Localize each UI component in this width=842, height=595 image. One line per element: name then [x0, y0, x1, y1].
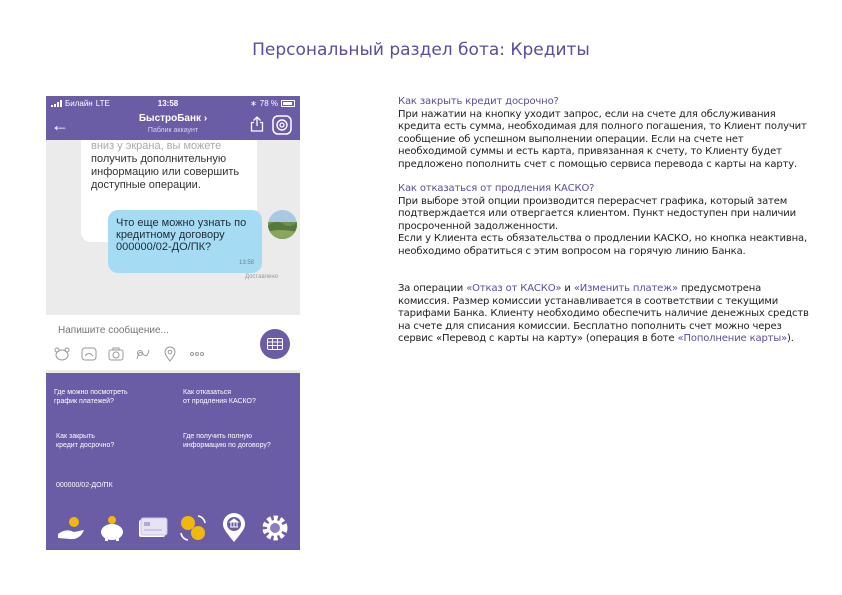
bluetooth-icon: ∗	[250, 98, 257, 108]
commission-text: ).	[787, 333, 794, 344]
bot-keyboard	[46, 373, 300, 550]
bot-keyboard-button[interactable]	[260, 329, 290, 359]
chat-area	[46, 140, 300, 315]
keyboard-button-contract-number[interactable]: 000000/02-ДО/ПК	[56, 482, 113, 489]
more-icon[interactable]	[189, 346, 205, 362]
answer-kasko: При выборе этой опции производится перерасчет графика, который затем подтверждается или отвергается клиентом. Пункт недоступен при наличии просроченной задолженности.	[398, 195, 797, 232]
outgoing-message-line: 000000/02-ДО/ПК?	[116, 241, 212, 253]
keyboard-button-contract-info[interactable]: Где получить полную информацию по договору?	[183, 433, 271, 449]
keyboard-button-close-credit[interactable]: Как закрыть кредит досрочно?	[56, 433, 115, 449]
operation-card-topup: «Пополнение карты»	[677, 333, 788, 344]
incoming-message-text: получить дополнительную информацию или совершить доступные операции.	[91, 153, 240, 191]
commission-text: предусмотрена комиссия. Размер комиссии устанавливается в соответствии с текущими тарифами Банка. Клиенту необходимо обеспечить наличие денежных средств на счете для списания комиссии. Бесплатно пополнить счет можно через сервис «Перевод с карты на карту» (операция в боте	[398, 283, 809, 344]
status-bar	[46, 96, 300, 110]
question-close-credit: Как закрыть кредит досрочно?	[398, 96, 559, 107]
keyboard-button-kasko[interactable]: Как отказаться от продления КАСКО?	[183, 389, 256, 405]
outgoing-message	[108, 210, 262, 273]
viber-icon[interactable]	[272, 115, 292, 135]
exchange-coins-icon[interactable]	[176, 512, 210, 544]
message-composer	[46, 315, 300, 370]
hand-coin-icon[interactable]	[54, 512, 88, 544]
answer-kasko-note: Если у Клиента есть обязательства о продлении КАСКО, но кнопка неактивна, необходимо обратиться с этим вопросом на горячую линию Банка.	[398, 233, 807, 257]
share-icon[interactable]	[250, 116, 264, 132]
keyboard-icon	[267, 338, 283, 350]
battery-icon	[281, 100, 295, 107]
outgoing-message-line: Что еще можно узнать по	[116, 217, 247, 229]
commission-text: За операции	[398, 283, 467, 294]
gif-icon[interactable]	[81, 346, 97, 362]
bank-location-icon[interactable]	[217, 512, 251, 544]
doodle-icon[interactable]	[135, 346, 151, 362]
outgoing-message-line: кредитному договору	[116, 229, 225, 241]
page-title: Персональный раздел бота: Кредиты	[252, 40, 590, 60]
phone-screenshot	[46, 96, 300, 550]
operation-change-payment: «Изменить платеж»	[573, 283, 678, 294]
bot-name[interactable]: БыстроБанк ›	[138, 113, 208, 124]
card-icon[interactable]	[136, 512, 170, 544]
signal-icon	[51, 100, 62, 107]
outgoing-message-time: 13:58	[238, 260, 254, 266]
description-text	[398, 96, 810, 346]
camera-icon[interactable]	[108, 346, 124, 362]
bot-subtitle: Паблик аккаунт	[147, 127, 199, 134]
settings-gear-icon[interactable]	[258, 512, 292, 544]
composer-toolbar	[54, 345, 244, 363]
piggy-bank-icon[interactable]	[95, 512, 129, 544]
question-kasko: Как отказаться от продления КАСКО?	[398, 183, 595, 194]
commission-text: и	[561, 283, 574, 294]
back-arrow-icon[interactable]: ←	[51, 115, 69, 135]
keyboard-button-schedule[interactable]: Где можно посмотреть график платежей?	[54, 389, 128, 405]
operation-kasko-refusal: «Отказ от КАСКО»	[466, 283, 562, 294]
carrier-label: Билайн	[65, 98, 93, 108]
network-label: LTE	[95, 98, 110, 108]
keyboard-icon-row	[50, 512, 296, 544]
delivered-status: Доставлено	[244, 274, 278, 280]
battery-label: 78 %	[259, 98, 278, 108]
sticker-icon[interactable]	[54, 346, 70, 362]
status-time: 13:58	[157, 98, 179, 108]
location-icon[interactable]	[162, 346, 178, 362]
answer-close-credit: При нажатии на кнопку уходит запрос, если на счете для обслуживания кредита есть сумма, необходимая для полного погашения, то Клиент получит сообщение об успешном выполнении операции. Если на счете нет необходимой суммы и есть карта, привязанная к счету, то Клиенту будет предложено пополнить счет с помощью сервиса перевода с карты на карту.	[398, 108, 807, 170]
commission-paragraph	[398, 283, 810, 346]
avatar	[268, 210, 297, 239]
incoming-message-cut-line: вниз у экрана, вы можете	[91, 140, 222, 152]
message-input[interactable]	[58, 323, 258, 337]
chat-header	[46, 110, 300, 140]
